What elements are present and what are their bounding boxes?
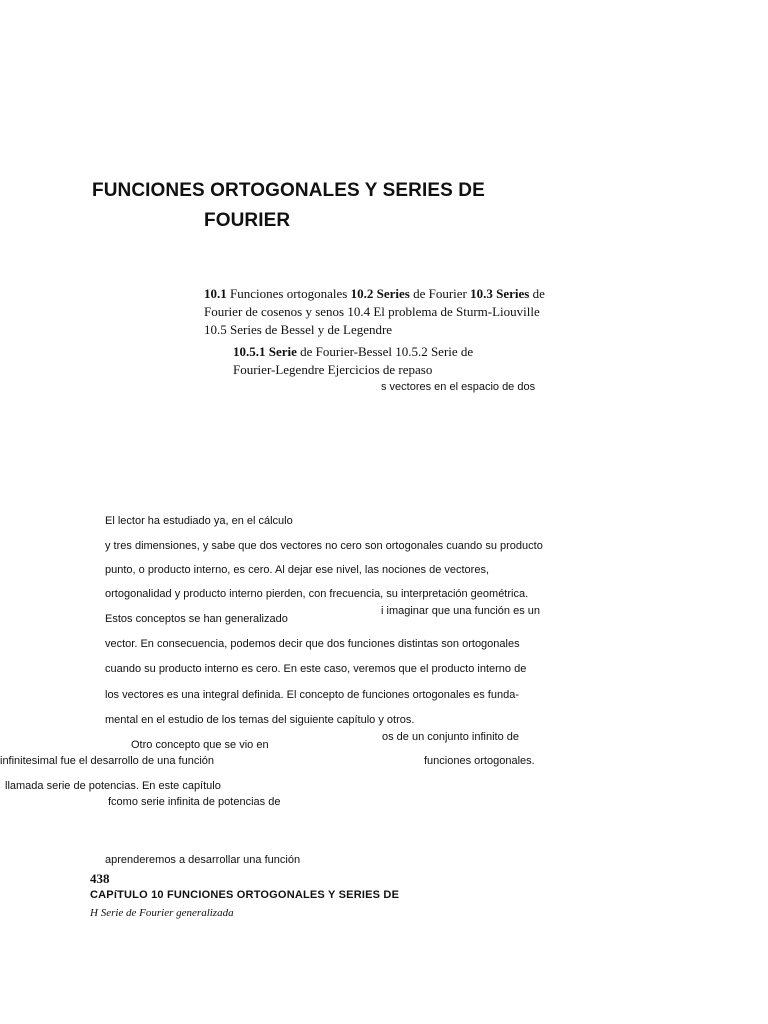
body-fragment: s vectores en el espacio de dos bbox=[381, 381, 536, 393]
body-line: fcomo serie infinita de potencias de bbox=[108, 796, 281, 808]
running-head: CAPíTULO 10 FUNCIONES ORTOGONALES Y SERIES DE bbox=[90, 889, 400, 901]
body-fragment: funciones ortogonales. bbox=[424, 755, 535, 767]
toc-section-number: 10.5.1 Serie bbox=[233, 344, 297, 359]
chapter-title-line1: FUNCIONES ORTOGONALES Y SERIES DE bbox=[92, 180, 485, 201]
body-line: ortogonalidad y producto interno pierden, con frecuencia, su interpretación geométrica. bbox=[105, 588, 529, 600]
body-line: cuando su producto interno es cero. En este caso, veremos que el producto interno de bbox=[105, 663, 527, 675]
body-line: Otro concepto que se vio en bbox=[131, 739, 269, 751]
toc-section-number: 10.2 Series bbox=[350, 286, 410, 301]
toc-section-number: 10.1 bbox=[204, 286, 227, 301]
body-line: aprenderemos a desarrollar una función bbox=[105, 854, 301, 866]
body-fragment: os de un conjunto infinito de bbox=[382, 731, 519, 743]
toc-line-3: 10.5 Series de Bessel y de Legendre bbox=[204, 322, 393, 337]
page-number: 438 bbox=[90, 871, 110, 886]
body-line: los vectores es una integral definida. El concepto de funciones ortogonales es funda- bbox=[105, 689, 519, 701]
body-line: mental en el estudio de los temas del siguiente capítulo y otros. bbox=[105, 714, 415, 726]
toc-section-number: 10.3 Series bbox=[470, 286, 530, 301]
body-line: vector. En consecuencia, podemos decir que dos funciones distintas son ortogonales bbox=[105, 638, 520, 650]
footnote: H Serie de Fourier generalizada bbox=[90, 907, 234, 919]
body-line: llamada serie de potencias. En este capítulo bbox=[5, 780, 221, 792]
toc-text: Funciones ortogonales bbox=[226, 286, 351, 301]
toc-line-1 bbox=[204, 285, 545, 303]
body-line: y tres dimensiones, y sabe que dos vectores no cero son ortogonales cuando su producto bbox=[105, 540, 543, 552]
body-line: Estos conceptos se han generalizado bbox=[105, 613, 288, 625]
toc-text: de Fourier bbox=[409, 286, 471, 301]
body-fragment: i imaginar que una función es un bbox=[381, 605, 540, 617]
body-line: punto, o producto interno, es cero. Al dejar ese nivel, las nociones de vectores, bbox=[105, 564, 490, 576]
toc-text: de bbox=[529, 286, 545, 301]
toc-line-5: Fourier-Legendre Ejercicios de repaso bbox=[233, 362, 433, 377]
toc-text: de Fourier-Bessel 10.5.2 Serie de bbox=[296, 344, 474, 359]
toc-line-2: Fourier de cosenos y senos 10.4 El problema de Sturm-Liouville bbox=[204, 304, 540, 319]
body-line: El lector ha estudiado ya, en el cálculo bbox=[105, 515, 293, 527]
body-line: infinitesimal fue el desarrollo de una función bbox=[0, 755, 215, 767]
toc-line-4 bbox=[233, 343, 473, 361]
chapter-title-line2: FOURIER bbox=[204, 210, 291, 231]
